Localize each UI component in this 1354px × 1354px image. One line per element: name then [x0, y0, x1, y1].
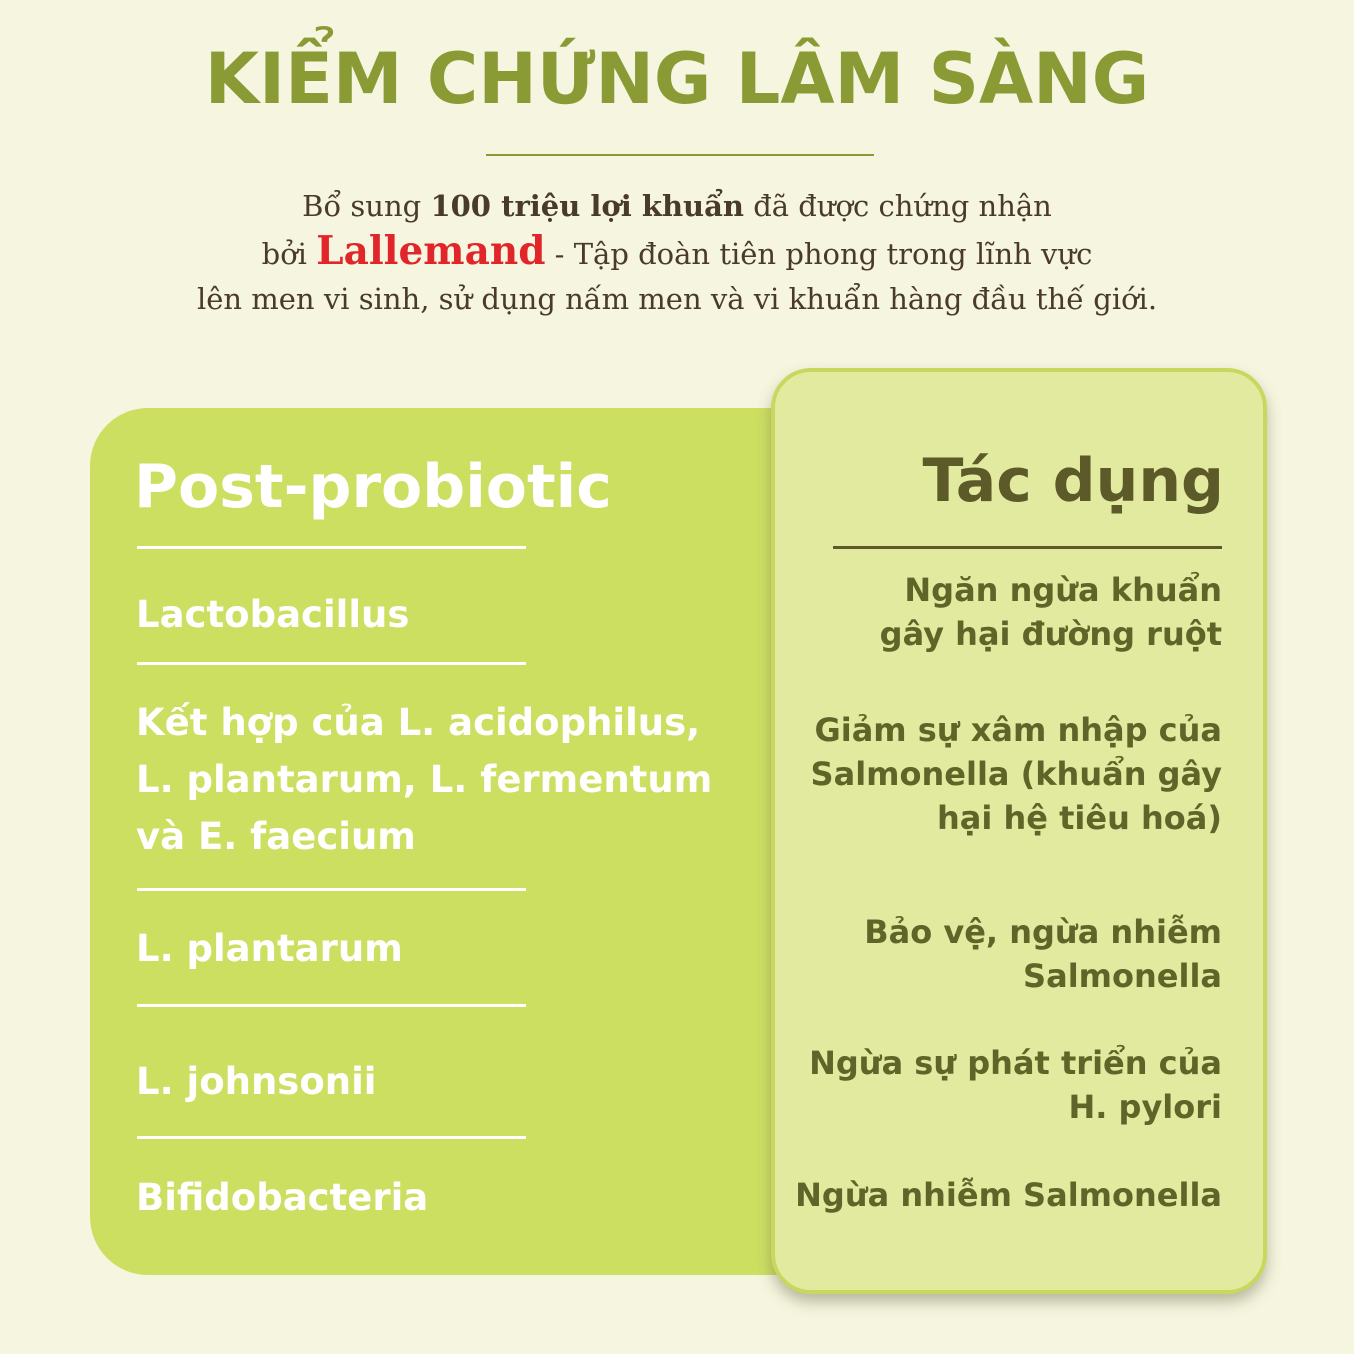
intro-line-2-suffix: - Tập đoàn tiên phong trong lĩnh vực [545, 237, 1093, 271]
intro-line-1-prefix: Bổ sung [302, 189, 431, 223]
effect-line: Salmonella [1023, 957, 1222, 995]
intro-text [0, 184, 1354, 322]
left-divider [137, 888, 526, 891]
intro-line-3: lên men vi sinh, sử dụng nấm men và vi khuẩn hàng đầu thế giới. [196, 282, 1158, 316]
effect-line: hại hệ tiêu hoá) [937, 799, 1222, 837]
effect-line: Giảm sự xâm nhập của [814, 711, 1222, 749]
intro-line-2 [0, 229, 1354, 277]
brand-name: Lallemand [316, 228, 546, 274]
strain-item [136, 586, 736, 643]
left-divider [137, 1136, 526, 1139]
effect-item [782, 708, 1222, 840]
strain-line: Bifidobacteria [136, 1176, 429, 1219]
effect-line: Bảo vệ, ngừa nhiễm [864, 913, 1222, 951]
left-divider [137, 546, 526, 549]
effect-line: Ngừa nhiễm Salmonella [795, 1176, 1222, 1214]
post-probiotic-heading: Post-probiotic [134, 452, 612, 522]
strain-line: L. plantarum [136, 927, 403, 970]
strain-line: L. johnsonii [136, 1060, 377, 1103]
effect-line: Ngăn ngừa khuẩn [904, 571, 1222, 609]
strain-item [136, 694, 736, 865]
strain-line: Kết hợp của L. acidophilus, [136, 701, 701, 744]
intro-line-1-suffix: đã được chứng nhận [744, 189, 1052, 223]
intro-line-2-prefix: bởi [261, 237, 317, 271]
right-divider [833, 546, 1222, 549]
intro-highlight: 100 triệu lợi khuẩn [430, 189, 745, 223]
effect-line: Ngừa sự phát triển của [809, 1044, 1222, 1082]
effect-item [782, 1173, 1222, 1217]
effect-item [782, 1041, 1222, 1129]
intro-line-1 [0, 184, 1354, 229]
page-title: KIỂM CHỨNG LÂM SÀNG [204, 38, 1150, 120]
effect-item [782, 568, 1222, 656]
effect-line: gây hại đường ruột [879, 615, 1222, 653]
effects-heading: Tác dụng [922, 446, 1224, 516]
title-divider [486, 154, 874, 156]
strain-item [136, 1053, 736, 1110]
effect-item [782, 910, 1222, 998]
strain-line: Lactobacillus [136, 593, 410, 636]
strain-line: và E. faecium [136, 815, 416, 858]
strain-line: L. plantarum, L. fermentum [136, 758, 713, 801]
effect-line: Salmonella (khuẩn gây [810, 755, 1222, 793]
effect-line: H. pylori [1068, 1088, 1222, 1126]
left-divider [137, 1004, 526, 1007]
strain-item [136, 1169, 736, 1226]
strain-item [136, 920, 736, 977]
left-divider [137, 662, 526, 665]
